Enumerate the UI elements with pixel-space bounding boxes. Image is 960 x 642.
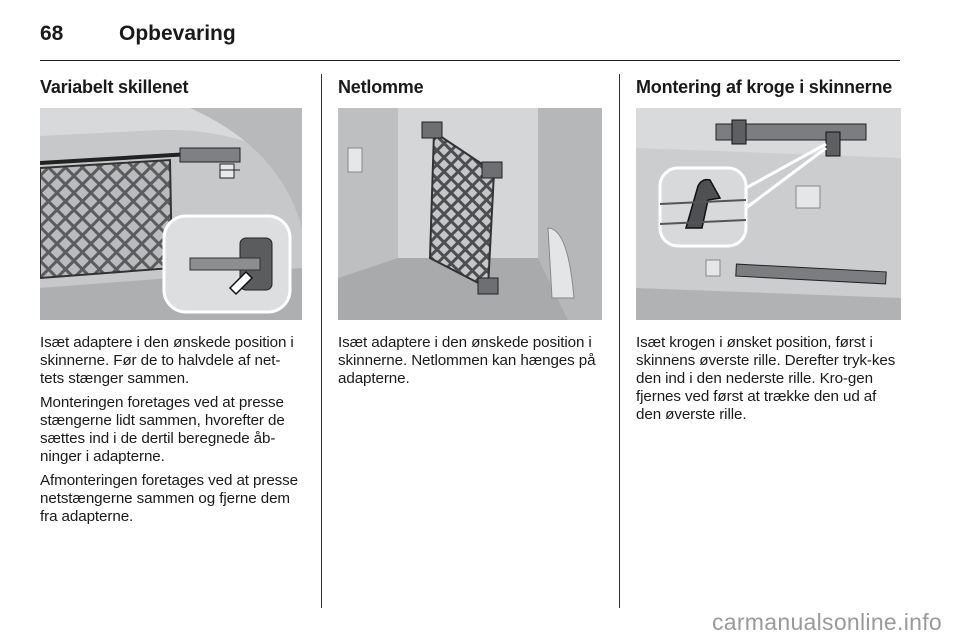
section-variable-net [40,74,302,532]
section-hook-mounting [636,74,901,430]
page-number: 68 [40,22,64,45]
column-divider [619,74,620,608]
illustration-net-pocket [338,108,602,320]
section-body [40,334,302,526]
paragraph: Monteringen foretages ved at presse stængerne lidt sammen, hvorefter de sættes ind i de dertil beregnede åb-ninger i adapterne. [40,394,285,465]
illustration-hook-rails [636,108,901,320]
paragraph: Isæt adaptere i den ønskede position i skinnerne. Før de to halvdele af net-tets stænger sammen. [40,334,294,387]
section-title: Montering af kroge i skinnerne [636,77,893,97]
section-title: Netlomme [338,77,424,97]
section-body [338,334,602,388]
section-net-pocket [338,74,602,394]
chapter-title: Opbevaring [119,22,236,45]
column-divider [321,74,322,608]
paragraph: Isæt adaptere i den ønskede position i skinnerne. Netlommen kan hænges på adapterne. [338,334,596,387]
watermark: carmanualsonline.info [711,609,942,635]
section-body [636,334,901,424]
page-header [40,18,900,61]
paragraph: Afmonteringen foretages ved at presse netstængerne sammen og fjerne dem fra adapterne. [40,472,299,525]
illustration-divider-net [40,108,302,320]
section-title: Variabelt skillenet [40,77,189,97]
paragraph: Isæt krogen i ønsket position, først i skinnens øverste rille. Derefter tryk-kes den ind i den nederste rille. Kro-gen fjernes ved først at trække den ud af den øverste rille. [636,334,896,423]
